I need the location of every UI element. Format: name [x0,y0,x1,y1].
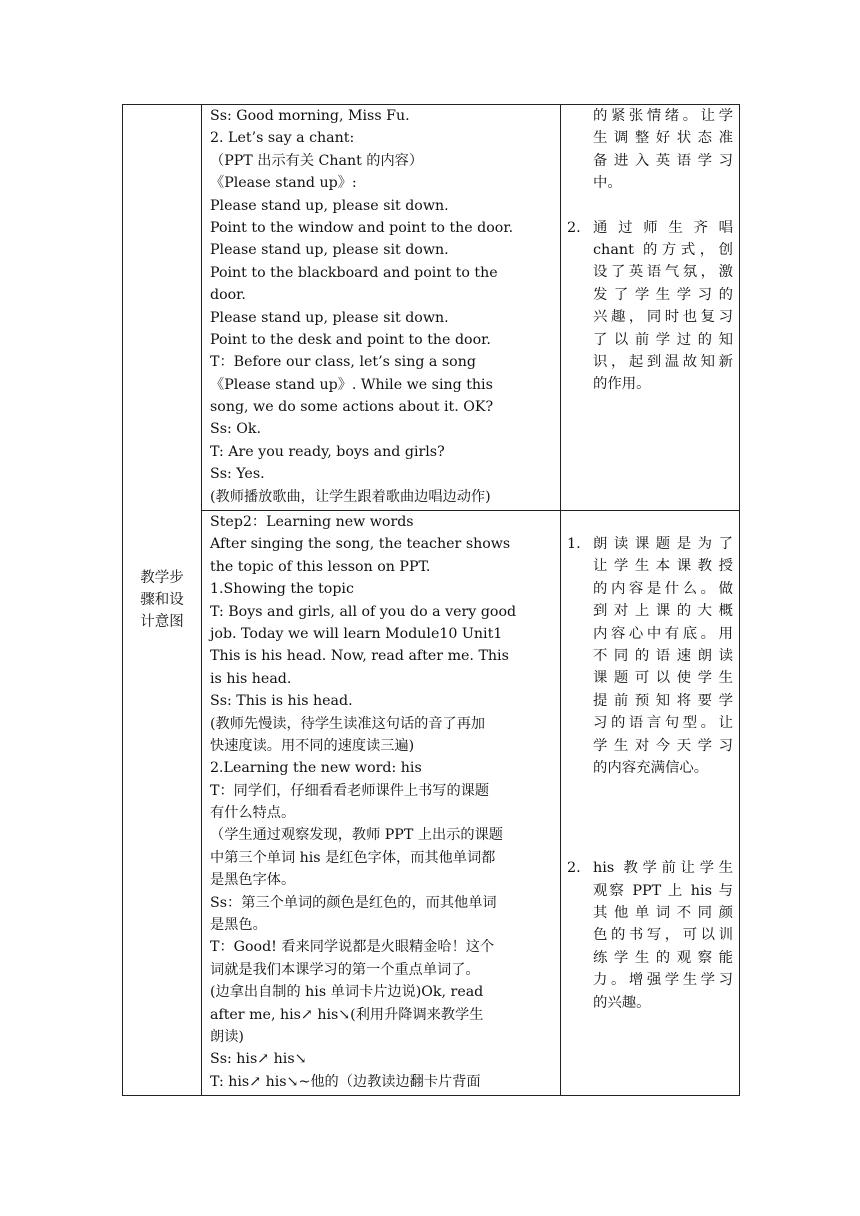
intent-cell-1 [561,105,740,511]
lesson-plan-table [122,104,740,1096]
text-line: 《Please stand up》: [210,175,357,192]
note-line: 中。 [593,175,622,192]
intent-notes-1 [561,105,739,396]
procedure-cell-2 [202,511,561,1096]
note-line: 到对上课的大概 [593,603,733,620]
text-line: T：Good! 看来同学说都是火眼精金哈！这个 [210,939,495,956]
text-line: After singing the song, the teacher shows [210,536,511,553]
text-line: Please stand up, please sit down. [210,242,449,259]
note-line: 让学生本课教授 [593,558,733,575]
note-line: 课题可以使学生 [593,670,733,687]
text-line: Point to the blackboard and point to the [210,264,498,281]
note-line: 学生对今天学习 [593,737,733,754]
text-line: Point to the desk and point to the door. [210,331,491,348]
text-line: 朗读) [210,1028,244,1045]
text-line: (教师播放歌曲，让学生跟着歌曲边唱边动作) [210,488,491,505]
note-line: 提前预知将要学 [593,692,733,709]
text-line: （PPT 出示有关 Chant 的内容） [210,152,424,169]
text-line: 有什么特点。 [210,805,296,822]
note-line: 内容心中有底。用 [593,625,733,642]
note-line: his 教学前让学生 [593,860,733,877]
text-line: (教师先慢读，待学生读准这句话的音了再加 [210,715,486,732]
note-number: 2. [567,219,581,236]
text-line: Please stand up, please sit down. [210,197,449,214]
intent-note-continued [567,105,733,195]
procedure-text [202,511,560,1093]
note-line: 识，起到温故知新 [593,353,733,370]
note-line: 的作用。 [593,376,651,393]
text-line: job. Today we will learn Module10 Unit1 [210,625,503,642]
note-line: 观察 PPT 上 his 与 [593,882,733,899]
note-line: 其他单词不同颜 [593,905,733,922]
text-line: T：Before our class, let’s sing a song [210,354,476,371]
intent-cell-2 [561,511,740,1096]
text-line: Ss：第三个单词的颜色是红色的，而其他单词 [210,894,497,911]
note-line: 生调整好状态准 [593,130,733,147]
text-line: 词就是我们本课学习的第一个重点单词了。 [210,961,480,978]
text-line: song, we do some actions about it. OK? [210,399,494,416]
intent-note-2 [567,217,733,396]
text-line: T: his↗ his↘~他的（边教读边翻卡片背面 [210,1073,481,1090]
text-line: 中第三个单词 his 是红色字体，而其他单词都 [210,849,496,866]
text-line: 2. Let’s say a chant: [210,130,355,147]
note-line: 的内容充满信心。 [593,759,709,776]
text-line: Step2：Learning new words [210,514,414,530]
note-line: 色的书写，可以训 [593,927,733,944]
text-line: after me, his↗ his↘(利用升降调来教学生 [210,1006,484,1023]
text-line: the topic of this lesson on PPT. [210,558,431,575]
text-line: 是黑色字体。 [210,872,296,889]
text-line: Ss: Ok. [210,421,262,438]
text-line: 1.Showing the topic [210,581,354,598]
section-label-line: 教学步 [140,570,184,586]
text-line: Ss: Yes. [210,466,265,483]
text-line: T: Boys and girls, all of you do a very good [210,603,517,620]
text-line: 2.Learning the new word: his [210,760,422,777]
text-line: Point to the window and point to the door. [210,219,514,236]
note-number: 2. [567,860,581,877]
section-label-cell [123,105,202,1096]
note-line: 练学生的观察能 [593,949,733,966]
note-line: 了以前学过的知 [593,331,733,348]
procedure-cell-1 [202,105,561,511]
note-line: 的内容是什么。做 [593,580,733,597]
intent-note-2 [567,857,733,1014]
note-line: 通过师生齐唱 [593,219,733,236]
note-line: 设了英语气氛，激 [593,264,733,281]
section-label-line: 骤和设 [140,592,184,608]
procedure-text [202,105,560,508]
text-line: This is his head. Now, read after me. This [210,648,509,665]
section-label-line: 计意图 [140,614,184,630]
text-line: Ss: Good morning, Miss Fu. [210,108,410,124]
text-line: 快速度读。用不同的速度读三遍) [210,737,415,754]
text-line: T: Are you ready, boys and girls? [210,443,445,460]
note-line: 力。增强学生学习 [593,972,733,989]
note-line: 的紧张情绪。让学 [593,108,733,124]
table-row-2 [123,511,740,1096]
text-line: door. [210,287,246,304]
text-line: (边拿出自制的 his 单词卡片边说)Ok, read [210,984,484,1001]
table-row-1 [123,105,740,511]
text-line: 是黑色。 [210,917,267,934]
note-line: 的兴趣。 [593,994,651,1011]
section-label [132,567,192,633]
text-line: Ss: his↗ his↘ [210,1051,307,1068]
intent-notes-2 [561,511,739,1014]
text-line: （学生通过观察发现，教师 PPT 上出示的课题 [210,827,503,844]
text-line: T：同学们，仔细看看老师课件上书写的课题 [210,782,490,799]
note-line: 备进入英语学习 [593,152,733,169]
note-line: 兴趣，同时也复习 [593,309,733,326]
note-line: 习的语言句型。让 [593,715,733,732]
intent-note-1 [567,533,733,779]
text-line: 《Please stand up》. While we sing this [210,376,493,393]
note-number: 1. [567,536,581,552]
note-line: 朗读课题是为了 [593,536,733,552]
text-line: is his head. [210,670,292,687]
note-line: 不同的语速朗读 [593,647,733,664]
note-line: 发了学生学习的 [593,286,733,303]
text-line: Ss: This is his head. [210,693,353,710]
note-line: chant 的方式，创 [593,241,733,258]
text-line: Please stand up, please sit down. [210,309,449,326]
